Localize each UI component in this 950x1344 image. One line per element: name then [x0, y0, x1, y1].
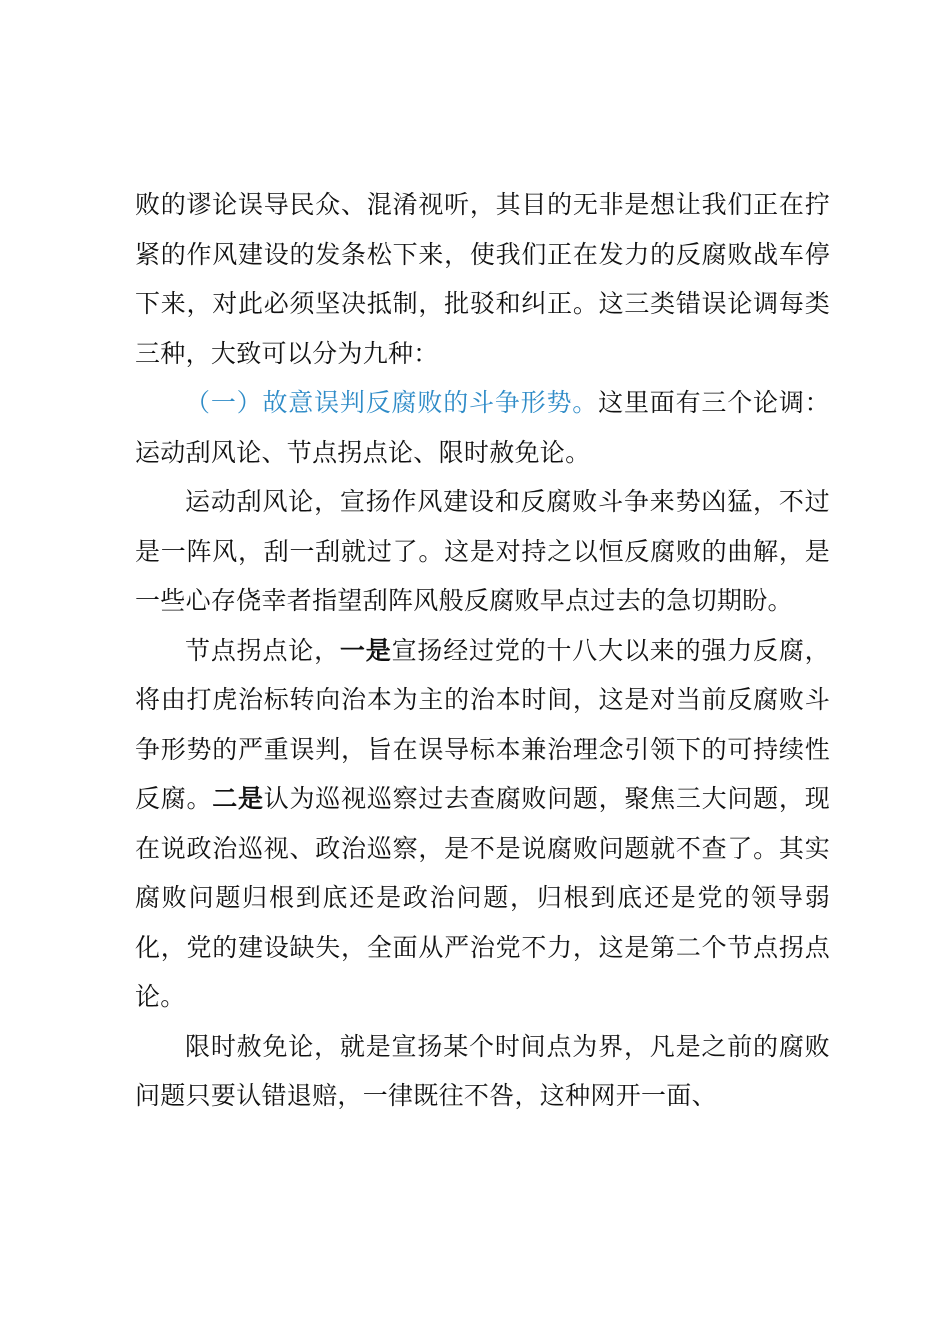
paragraph-amnesty-theory: 限时赦免论，就是宣扬某个时间点为界，凡是之前的腐败问题只要认错退赔，一律既往不咎，这种网开一面、	[135, 1031, 830, 1110]
document-body	[135, 180, 830, 1121]
paragraph-campaign-wind-theory: 运动刮风论，宣扬作风建设和反腐败斗争来势凶猛，不过是一阵风，刮一刮就过了。这是对持之以恒反腐败的曲解，是一些心存侥幸者指望刮阵风般反腐败早点过去的急切期盼。	[135, 487, 830, 615]
paragraph-continuation: 败的谬论误导民众、混淆视听，其目的无非是想让我们正在拧紧的作风建设的发条松下来，使我们正在发力的反腐败战车停下来，对此必须坚决抵制，批驳和纠正。这三类错误论调每类三种，大致可以分为九种：	[135, 190, 830, 368]
point-two-text: 认为巡视巡察过去查腐败问题，聚焦三大问题，现在说政治巡视、政治巡察，是不是说腐败问题就不查了。其实腐败问题归根到底还是政治问题，归根到底还是党的领导弱化，党的建设缺失，全面从严治党不力，这是第二个节点拐点论。	[135, 784, 830, 1011]
point-two-label: 二是	[212, 784, 264, 813]
point-one-label: 一是	[339, 635, 392, 665]
turning-point-lead: 节点拐点论，	[185, 635, 340, 665]
section-intro-text: 这里面有三个论调：运动刮风论、节点拐点论、限时赦免论。	[135, 388, 830, 467]
point-one-text: 宣扬经过党的十八大以来的强力反腐，将由打虎治标转向治本为主的治本时间，这是对当前反腐败斗争形势的严重误判，旨在误导标本兼治理念引领下的可持续性反腐。	[135, 635, 830, 813]
section-heading: （一）故意误判反腐败的斗争形势。	[185, 388, 599, 417]
paragraph-section-one	[135, 378, 830, 477]
paragraph-turning-point-theory	[135, 626, 830, 1022]
